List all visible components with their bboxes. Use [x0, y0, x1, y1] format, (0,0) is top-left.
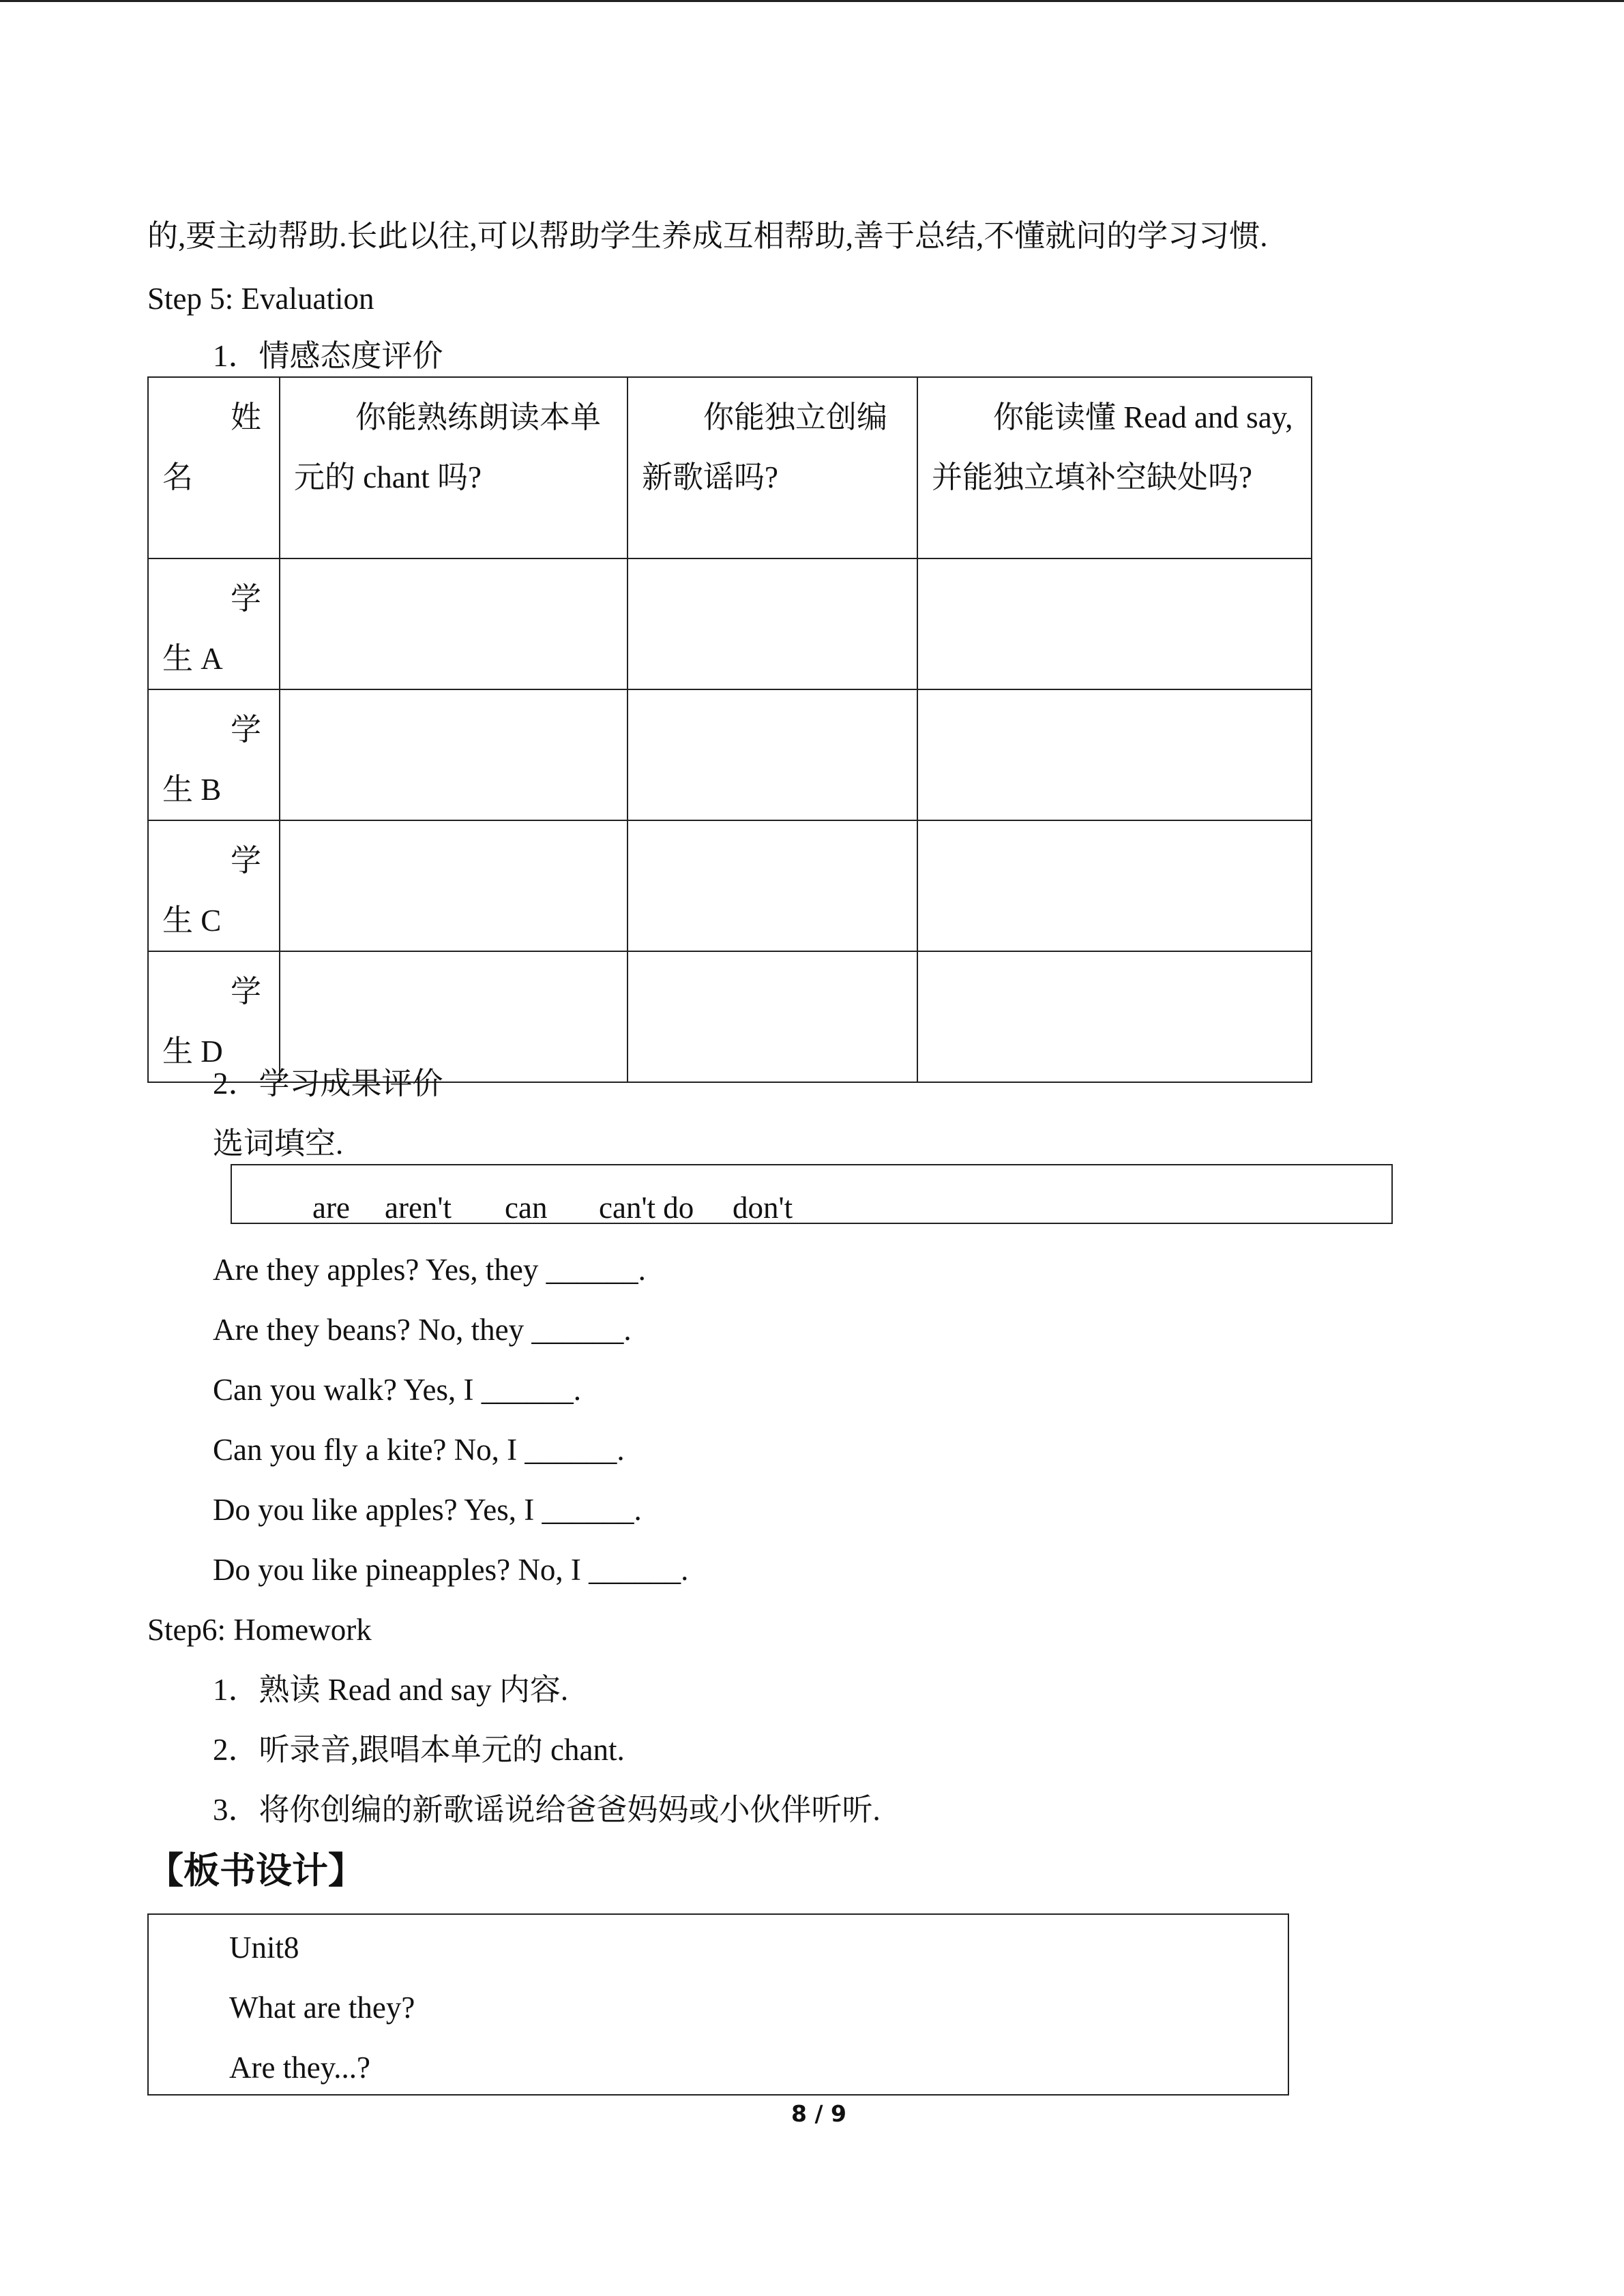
cell — [917, 558, 1312, 689]
word-bank-item: aren't — [385, 1191, 452, 1225]
board-design-heading: 【板书设计】 — [147, 1850, 364, 1892]
cell — [917, 951, 1312, 1082]
header-col2: 你能独立创编新歌谣吗? — [628, 377, 917, 558]
cell — [628, 558, 917, 689]
student-c: 学生 C — [148, 820, 280, 951]
board-line: Unit8 — [229, 1930, 299, 1965]
evaluation-table — [147, 376, 1312, 1083]
cell — [280, 558, 628, 689]
page-top-border — [0, 0, 1624, 2]
cell — [628, 689, 917, 820]
word-bank-item: can't do — [599, 1191, 694, 1225]
exercise-line: Can you walk? Yes, I ______. — [213, 1373, 581, 1407]
exercise-line: Are they apples? Yes, they ______. — [213, 1253, 646, 1287]
exercise-line: Are they beans? No, they ______. — [213, 1313, 632, 1347]
table-row — [148, 689, 1312, 820]
board-line: What are they? — [229, 1991, 415, 2025]
table-row — [148, 951, 1312, 1082]
header-col1: 你能熟练朗读本单元的 chant 吗? — [280, 377, 628, 558]
cell — [917, 820, 1312, 951]
fill-title: 选词填空. — [213, 1127, 344, 1161]
student-a: 学生 A — [148, 558, 280, 689]
cell — [628, 951, 917, 1082]
cell — [280, 951, 628, 1082]
eval1-title: 1．情感态度评价 — [213, 339, 443, 373]
board-design-box — [147, 1913, 1289, 2096]
exercise-line: Do you like apples? Yes, I ______. — [213, 1493, 642, 1527]
homework-item: 2．听录音,跟唱本单元的 chant. — [213, 1733, 625, 1767]
student-b: 学生 B — [148, 689, 280, 820]
step6-heading: Step6: Homework — [147, 1613, 372, 1647]
cell — [280, 820, 628, 951]
header-name: 姓名 — [148, 377, 280, 558]
word-bank-item: can — [505, 1191, 548, 1225]
page-number: 8 / 9 — [791, 2100, 846, 2127]
cell — [280, 689, 628, 820]
eval2-title: 2．学习成果评价 — [213, 1067, 443, 1101]
word-bank-item: are — [312, 1191, 350, 1225]
student-d: 学生 D — [148, 951, 280, 1082]
intro-text: 的,要主动帮助.长此以往,可以帮助学生养成互相帮助,善于总结,不懂就问的学习习惯. — [147, 219, 1268, 253]
table-row — [148, 820, 1312, 951]
word-bank-box — [231, 1164, 1393, 1224]
cell — [917, 689, 1312, 820]
exercise-line: Do you like pineapples? No, I ______. — [213, 1553, 689, 1587]
table-row — [148, 558, 1312, 689]
homework-item: 1．熟读 Read and say 内容. — [213, 1673, 569, 1707]
header-col3: 你能读懂 Read and say,并能独立填补空缺处吗? — [917, 377, 1312, 558]
homework-item: 3．将你创编的新歌谣说给爸爸妈妈或小伙伴听听. — [213, 1793, 881, 1827]
step5-heading: Step 5: Evaluation — [147, 282, 374, 316]
board-line: Are they...? — [229, 2051, 370, 2085]
word-bank-item: don't — [733, 1191, 793, 1225]
exercise-line: Can you fly a kite? No, I ______. — [213, 1433, 625, 1467]
cell — [628, 820, 917, 951]
table-header-row — [148, 377, 1312, 558]
